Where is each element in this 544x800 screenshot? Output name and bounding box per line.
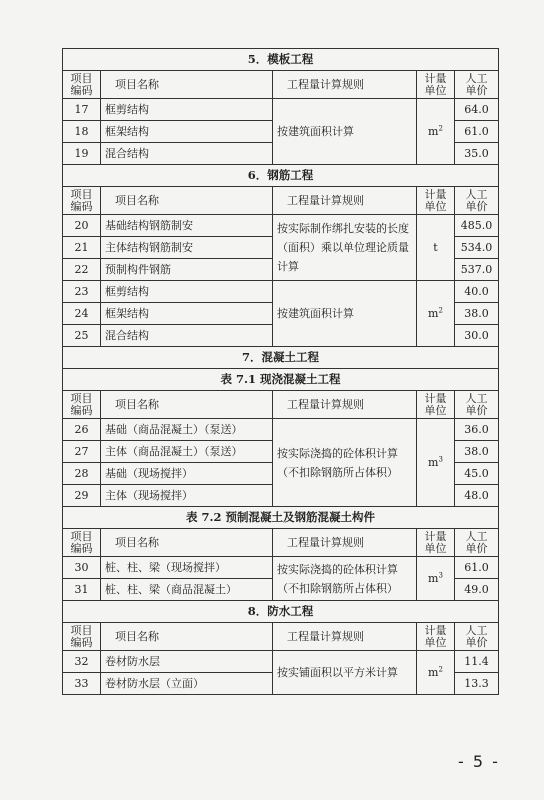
header-no	[63, 391, 101, 419]
unit	[417, 419, 455, 507]
header-row	[63, 529, 499, 557]
section-title-row	[63, 49, 499, 71]
unit-base: m	[428, 307, 439, 320]
header-unit	[417, 623, 455, 651]
section-title: 7．混凝土工程	[63, 347, 499, 369]
header-price	[455, 71, 499, 99]
header-price	[455, 187, 499, 215]
header-no-top: 项目	[70, 391, 93, 405]
item-no: 17	[63, 99, 101, 121]
header-row	[63, 623, 499, 651]
item-no: 20	[63, 215, 101, 237]
calc-rule: 按实铺面积以平方米计算	[273, 651, 417, 695]
header-price-bottom: 单价	[465, 199, 488, 213]
header-unit-bottom: 单位	[424, 83, 447, 97]
header-unit-top: 计量	[424, 623, 447, 637]
header-no	[63, 529, 101, 557]
header-no	[63, 71, 101, 99]
unit-price: 35.0	[455, 143, 499, 165]
header-name: 项目名称	[101, 623, 273, 651]
item-name: 框架结构	[101, 121, 273, 143]
header-name: 项目名称	[101, 529, 273, 557]
header-no-bottom: 编码	[70, 403, 93, 417]
unit-exponent: 2	[438, 124, 443, 133]
unit-price: 61.0	[455, 557, 499, 579]
item-name: 框剪结构	[101, 99, 273, 121]
unit-price: 36.0	[455, 419, 499, 441]
item-name: 基础（商品混凝土）（泵送）	[101, 419, 273, 441]
subsection-title: 表 7.1 现浇混凝土工程	[63, 369, 499, 391]
item-no: 24	[63, 303, 101, 325]
item-no: 27	[63, 441, 101, 463]
calc-rule: 按实际制作绑扎安装的长度（面积）乘以单位理论质量计算	[273, 215, 417, 281]
unit-exponent: 2	[438, 306, 443, 315]
table-row	[63, 215, 499, 237]
header-row	[63, 187, 499, 215]
unit-price: 61.0	[455, 121, 499, 143]
unit-price: 45.0	[455, 463, 499, 485]
header-unit-top: 计量	[424, 391, 447, 405]
header-no	[63, 623, 101, 651]
item-name: 主体（现场搅拌）	[101, 485, 273, 507]
item-name: 框剪结构	[101, 281, 273, 303]
item-name: 框架结构	[101, 303, 273, 325]
item-name: 桩、柱、梁（商品混凝土）	[101, 579, 273, 601]
item-name: 混合结构	[101, 143, 273, 165]
header-price-top: 人工	[465, 529, 488, 543]
section-title: 6．钢筋工程	[63, 165, 499, 187]
unit-price: 64.0	[455, 99, 499, 121]
header-row	[63, 71, 499, 99]
header-rule: 工程量计算规则	[273, 529, 417, 557]
item-name: 基础（现场搅拌）	[101, 463, 273, 485]
item-no: 19	[63, 143, 101, 165]
unit-base: m	[428, 125, 439, 138]
item-no: 22	[63, 259, 101, 281]
item-no: 30	[63, 557, 101, 579]
unit-price: 537.0	[455, 259, 499, 281]
unit-base: m	[428, 456, 439, 469]
header-name: 项目名称	[101, 391, 273, 419]
item-name: 主体结构钢筋制安	[101, 237, 273, 259]
unit-base: m	[428, 666, 439, 679]
header-unit-bottom: 单位	[424, 541, 447, 555]
unit-exponent: 3	[438, 571, 443, 580]
section-title: 5．模板工程	[63, 49, 499, 71]
header-unit	[417, 71, 455, 99]
document-page	[62, 48, 498, 695]
unit-exponent: 2	[438, 665, 443, 674]
subsection-title-row	[63, 369, 499, 391]
header-no-bottom: 编码	[70, 635, 93, 649]
header-price-top: 人工	[465, 623, 488, 637]
unit-price: 534.0	[455, 237, 499, 259]
item-name: 混合结构	[101, 325, 273, 347]
unit	[417, 99, 455, 165]
header-no-bottom: 编码	[70, 83, 93, 97]
header-no-top: 项目	[70, 529, 93, 543]
item-no: 32	[63, 651, 101, 673]
calc-rule: 按建筑面积计算	[273, 99, 417, 165]
header-name: 项目名称	[101, 187, 273, 215]
item-no: 29	[63, 485, 101, 507]
unit-price: 48.0	[455, 485, 499, 507]
header-no-top: 项目	[70, 187, 93, 201]
header-rule: 工程量计算规则	[273, 187, 417, 215]
header-price-bottom: 单价	[465, 403, 488, 417]
table-row	[63, 281, 499, 303]
header-rule: 工程量计算规则	[273, 71, 417, 99]
unit-price: 38.0	[455, 303, 499, 325]
labor-price-table	[62, 48, 499, 695]
unit-price: 11.4	[455, 651, 499, 673]
item-no: 18	[63, 121, 101, 143]
item-name: 主体（商品混凝土）（泵送）	[101, 441, 273, 463]
header-no-top: 项目	[70, 71, 93, 85]
calc-rule: 按实际浇捣的砼体积计算（不扣除钢筋所占体积）	[273, 557, 417, 601]
item-no: 23	[63, 281, 101, 303]
unit-price: 38.0	[455, 441, 499, 463]
unit-base: m	[428, 572, 439, 585]
section-title-row	[63, 601, 499, 623]
item-name: 基础结构钢筋制安	[101, 215, 273, 237]
header-price-top: 人工	[465, 71, 488, 85]
unit-price: 485.0	[455, 215, 499, 237]
header-name: 项目名称	[101, 71, 273, 99]
item-name: 桩、柱、梁（现场搅拌）	[101, 557, 273, 579]
header-price-top: 人工	[465, 187, 488, 201]
item-name: 预制构件钢筋	[101, 259, 273, 281]
unit-price: 40.0	[455, 281, 499, 303]
unit-price: 13.3	[455, 673, 499, 695]
item-no: 33	[63, 673, 101, 695]
item-name: 卷材防水层	[101, 651, 273, 673]
header-unit-top: 计量	[424, 529, 447, 543]
header-unit-bottom: 单位	[424, 199, 447, 213]
header-row	[63, 391, 499, 419]
item-no: 21	[63, 237, 101, 259]
header-price	[455, 391, 499, 419]
unit: t	[417, 215, 455, 281]
header-price-bottom: 单价	[465, 541, 488, 555]
header-unit-bottom: 单位	[424, 403, 447, 417]
item-no: 26	[63, 419, 101, 441]
header-unit	[417, 529, 455, 557]
unit-price: 49.0	[455, 579, 499, 601]
item-name: 卷材防水层（立面）	[101, 673, 273, 695]
header-no-top: 项目	[70, 623, 93, 637]
unit-price: 30.0	[455, 325, 499, 347]
header-price-top: 人工	[465, 391, 488, 405]
calc-rule: 按实际浇捣的砼体积计算（不扣除钢筋所占体积）	[273, 419, 417, 507]
header-no-bottom: 编码	[70, 541, 93, 555]
header-no-bottom: 编码	[70, 199, 93, 213]
section-title-row	[63, 347, 499, 369]
header-price	[455, 623, 499, 651]
header-unit-top: 计量	[424, 71, 447, 85]
header-rule: 工程量计算规则	[273, 623, 417, 651]
table-row	[63, 651, 499, 673]
unit	[417, 557, 455, 601]
unit	[417, 281, 455, 347]
table-row	[63, 557, 499, 579]
header-unit	[417, 391, 455, 419]
item-no: 25	[63, 325, 101, 347]
header-unit-top: 计量	[424, 187, 447, 201]
page-number: - 5 -	[458, 752, 500, 771]
header-price	[455, 529, 499, 557]
section-title: 8．防水工程	[63, 601, 499, 623]
calc-rule: 按建筑面积计算	[273, 281, 417, 347]
subsection-title-row	[63, 507, 499, 529]
header-price-bottom: 单价	[465, 635, 488, 649]
table-row	[63, 419, 499, 441]
header-price-bottom: 单价	[465, 83, 488, 97]
unit-exponent: 3	[438, 455, 443, 464]
header-no	[63, 187, 101, 215]
header-unit-bottom: 单位	[424, 635, 447, 649]
section-title-row	[63, 165, 499, 187]
unit	[417, 651, 455, 695]
item-no: 28	[63, 463, 101, 485]
table-row	[63, 99, 499, 121]
header-unit	[417, 187, 455, 215]
subsection-title: 表 7.2 预制混凝土及钢筋混凝土构件	[63, 507, 499, 529]
header-rule: 工程量计算规则	[273, 391, 417, 419]
item-no: 31	[63, 579, 101, 601]
